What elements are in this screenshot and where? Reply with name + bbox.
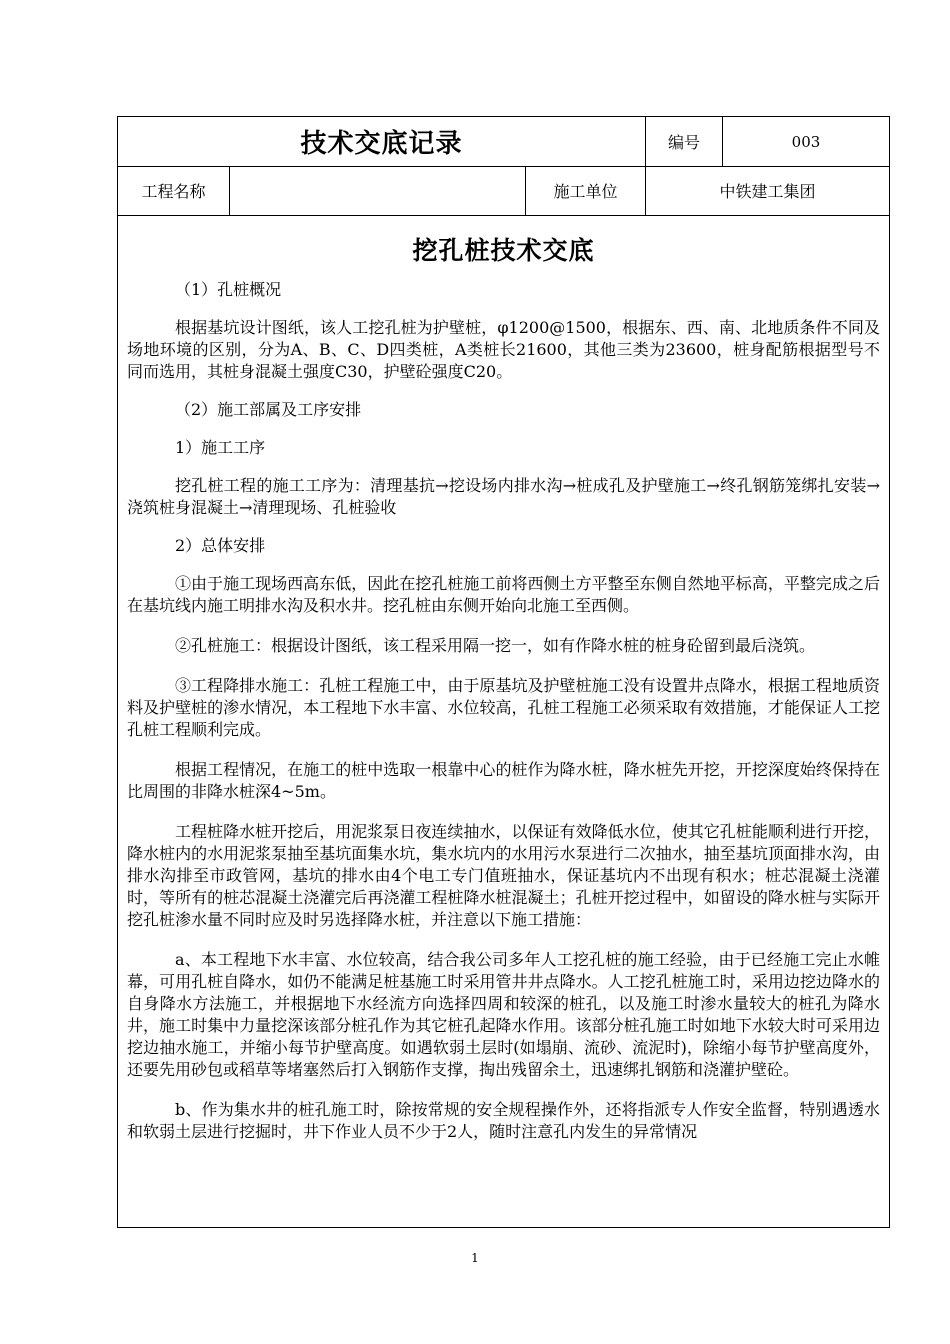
paragraph: ①由于施工现场西高东低，因此在挖孔桩施工前将西侧土方平整至东侧自然地平标高，平整完成之后在基坑线内施工明排水沟及积水井。挖孔桩由东侧开始向北施工至西侧。 — [127, 574, 880, 615]
paragraph: ③工程降排水施工：孔桩工程施工中，由于原基坑及护壁桩施工没有设置井点降水，根据工程地质资料及护壁桩的渗水情况，本工程地下水丰富、水位较高，孔桩工程施工必须采取有效措施，才能保证人工挖孔桩工程顺利完成。 — [127, 676, 880, 739]
document-title: 挖孔桩技术交底 — [412, 236, 595, 265]
document-body — [118, 216, 889, 1227]
paragraph: a、本工程地下水丰富、水位较高，结合我公司多年人工挖孔桩的施工经验，由于已经施工完止水帷幕，可用孔桩自降水，如仍不能满足桩基施工时采用管井井点降水。人工挖孔桩施工时，采用边挖边降水的自身降水方法施工，并根据地下水经流方向选择四周和较深的桩孔，以及施工时渗水量较大的桩孔为降水井，施工时集中力量挖深该部分桩孔作为其它桩孔起降水作用。该部分桩孔施工时如地下水较大时可采用边挖边抽水施工，并缩小每节护壁高度。如遇软弱土层时(如塌崩、流砂、流泥时)，除缩小每节护壁高度外，还要先用砂包或稻草等堵塞然后打入钢筋作支撑，掏出残留余土，迅速绑扎钢筋和浇灌护壁砼。 — [127, 950, 880, 1079]
subsection-heading: 2）总体安排 — [175, 536, 266, 555]
section-heading: （2）施工部属及工序安排 — [175, 400, 362, 419]
paragraph: 根据工程情况，在施工的桩中选取一根靠中心的桩作为降水桩，降水桩先开挖，开挖深度始终保持在比周围的非降水桩深4~5m。 — [127, 760, 880, 801]
page-number: 1 — [471, 1251, 479, 1265]
number-label: 编号 — [646, 117, 723, 166]
subsection-heading: 1）施工工序 — [175, 438, 266, 457]
paragraph: 工程桩降水桩开挖后，用泥浆泵日夜连续抽水，以保证有效降低水位，使其它孔桩能顺利进行开挖，降水桩内的水用泥浆泵抽至基坑面集水坑，集水坑内的水用污水泵进行二次抽水，抽至基坑顶面排水沟，由排水沟排至市政管网，基坑的排水由4个电工专门值班抽水，保证基坑内不出现有积水；桩芯混凝土浇灌时，等所有的桩芯混凝土浇灌完后再浇灌工程桩降水桩混凝土；孔桩开挖过程中，如留设的降水桩与实际开挖孔桩渗水量不同时应及时另选择降水桩，并注意以下施工措施： — [127, 822, 880, 929]
paragraph: b、作为集水井的桩孔施工时，除按常规的安全规程操作外，还将指派专人作安全监督，特别遇透水和软弱土层进行挖掘时，井下作业人员不少于2人，随时注意孔内发生的异常情况 — [127, 1100, 880, 1141]
unit-value: 中铁建工集团 — [719, 182, 816, 201]
record-title: 技术交底记录 — [118, 117, 646, 166]
unit-label: 施工单位 — [526, 166, 646, 215]
project-name-label: 工程名称 — [118, 166, 230, 215]
info-row — [118, 166, 889, 216]
project-name-value — [230, 166, 526, 215]
paragraph: 根据基坑设计图纸，该人工挖孔桩为护壁桩，φ1200@1500，根据东、西、南、北地质条件不同及场地环境的区别，分为A、B、C、D四类桩，A类桩长21600，其他三类为23600，桩身配筋根据型号不同而选用，其桩身混凝土强度C30，护壁砼强度C20。 — [127, 318, 880, 381]
number-value: 003 — [791, 132, 821, 151]
record-table — [117, 116, 890, 1228]
paragraph: ②孔桩施工：根据设计图纸，该工程采用隔一挖一，如有作降水桩的桩身砼留到最后浇筑。 — [175, 636, 816, 655]
title-row — [118, 117, 889, 167]
paragraph: 挖孔桩工程的施工工序为：清理基抗→挖设场内排水沟→桩成孔及护壁施工→终孔钢筋笼绑扎安装→浇筑桩身混凝土→清理现场、孔桩验收 — [127, 476, 880, 517]
section-heading: （1）孔桩概况 — [175, 280, 282, 299]
